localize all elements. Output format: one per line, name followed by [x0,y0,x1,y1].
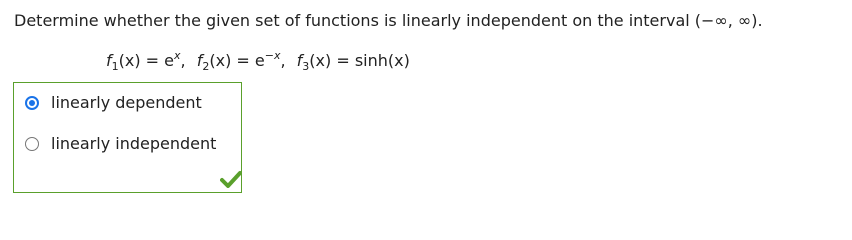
option-linearly-dependent[interactable] [25,93,202,113]
function-body: (x) = sinh(x) [309,51,410,70]
radio-unselected-icon[interactable] [25,137,39,151]
function-index: 2 [202,60,210,73]
function-name: f [196,51,203,70]
option-label: linearly independent [51,134,217,153]
function-name: f [106,51,112,70]
function-set [106,51,410,71]
radio-selected-icon[interactable] [25,96,39,110]
function-exponent: −x [264,49,281,62]
option-label: linearly dependent [51,93,202,112]
function-index: 1 [111,60,119,73]
function-f1 [106,51,186,71]
function-name: f [296,51,303,70]
question-prompt: Determine whether the given set of functions is linearly independent on the interval (−∞, ∞). [14,11,763,30]
function-exponent: x [174,49,181,62]
answer-choices [13,82,242,193]
function-index: 3 [302,60,310,73]
function-f3 [297,51,410,71]
function-body: (x) = e [209,51,265,70]
function-f2 [197,51,286,71]
function-separator: , [280,51,286,70]
function-separator: , [180,51,186,70]
checkmark-icon [220,170,242,188]
option-linearly-independent[interactable] [25,134,216,154]
function-body: (x) = e [118,51,175,70]
